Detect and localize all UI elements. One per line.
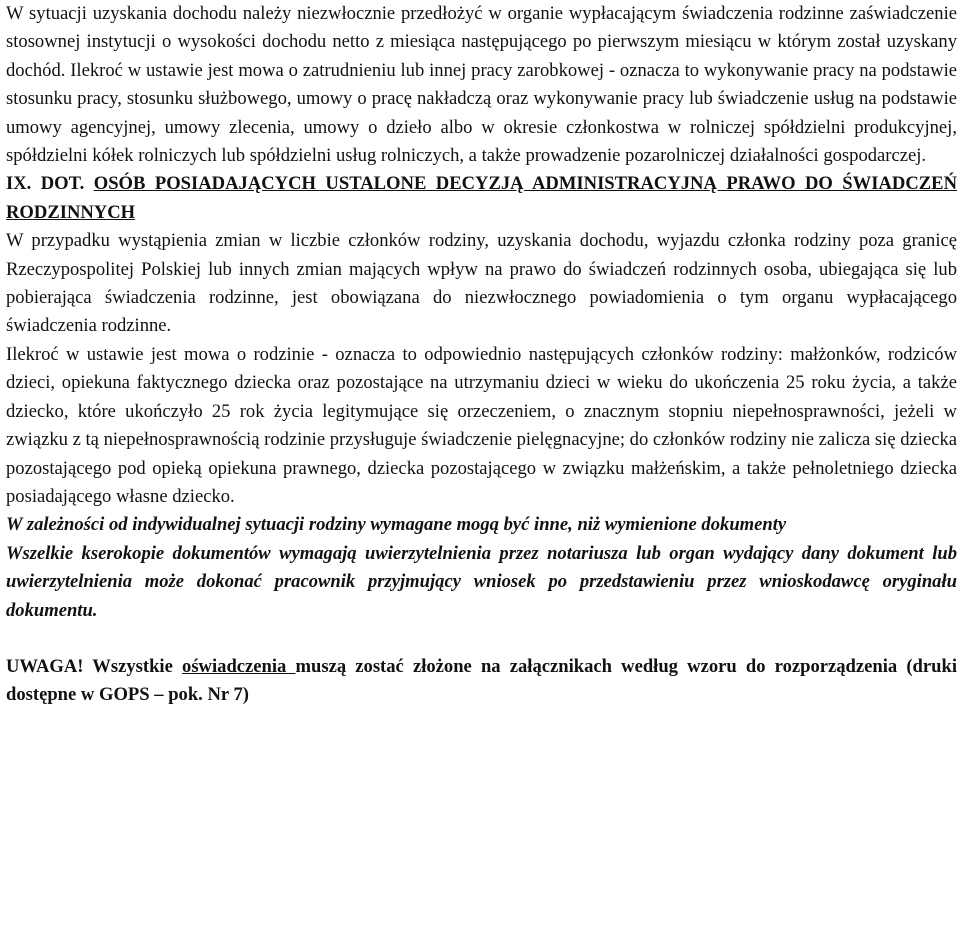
- note-copies: Wszelkie kserokopie dokumentów wymagają uwierzytelnienia przez notariusza lub organ wydający dany dokument lub uwierzytelnienia może dokonać pracownik przyjmujący wniosek po przedstawieniu przez wnioskodawcę oryginału dokumentu.: [6, 542, 957, 621]
- paragraph-income-notice: W sytuacji uzyskania dochodu należy niezwłocznie przedłożyć w organie wypłacającym świadczenia rodzinne zaświadczenie stosownej instytucji o wysokości dochodu netto z miesiąca następującego po pierwszym miesiącu w którym został uzyskany dochód. Ilekroć w ustawie jest mowa o zatrudnieniu lub innej pracy zarobkowej - oznacza to wykonywanie pracy na podstawie stosunku pracy, stosunku służbowego, umowy o pracę nakładczą oraz wykonywanie pracy lub świadczenie usług na podstawie umowy agencyjnej, umowy zlecenia, umowy o dzieło albo w okresie członkostwa w rolniczej spółdzielni produkcyjnej, spółdzielni kółek rolniczych lub spółdzielni usług rolniczych, a także prowadzenie pozarolniczej działalności gospodarczej.: [6, 3, 957, 167]
- paragraph-changes-notice: W przypadku wystąpienia zmian w liczbie członków rodziny, uzyskania dochodu, wyjazdu członka rodziny poza granicę Rzeczypospolitej Polskiej lub innych zmian mających wpływ na prawo do świadczeń rodzinnych osoba, ubiegająca się lub pobierająca świadczenia rodzinne, jest obowiązana do niezwłocznego powiadomienia o tym organu wypłacającego świadczenia rodzinne.: [6, 230, 957, 337]
- section-heading-title: OSÓB POSIADAJĄCYCH USTALONE DECYZJĄ ADMINISTRACYJNĄ PRAWO DO ŚWIADCZEŃ RODZINNYCH: [6, 173, 957, 223]
- warning-prefix: UWAGA! Wszystkie: [6, 655, 183, 677]
- section-heading-prefix: IX. DOT.: [6, 173, 94, 195]
- spacer: [6, 625, 957, 653]
- section-heading: [6, 170, 957, 227]
- warning-underlined: oświadczenia: [182, 655, 296, 677]
- warning-suffix: muszą zostać złożone na załącznikach według wzoru do rozporządzenia (druki dostępne w GOPS – pok. Nr 7): [6, 655, 957, 706]
- note-documents: W zależności od indywidualnej sytuacji rodziny wymagane mogą być inne, niż wymienione dokumenty: [6, 514, 787, 536]
- warning-note: [6, 653, 957, 710]
- paragraph-family-definition: Ilekroć w ustawie jest mowa o rodzinie - oznacza to odpowiednio następujących członków rodziny: małżonków, rodziców dzieci, opiekuna faktycznego dziecka oraz pozostające na utrzymaniu dzieci w wieku do ukończenia 25 roku życia, a także dziecko, które ukończyło 25 rok życia legitymujące się orzeczeniem, o znacznym stopniu niepełnosprawności, jeżeli w związku z tą niepełnosprawnością rodzinie przysługuje świadczenie pielęgnacyjne; do członków rodziny nie zalicza się dziecka pozostającego pod opieką opiekuna prawnego, dziecka pozostającego w związku małżeńskim, a także pełnoletniego dziecka posiadającego własne dziecko.: [6, 343, 957, 507]
